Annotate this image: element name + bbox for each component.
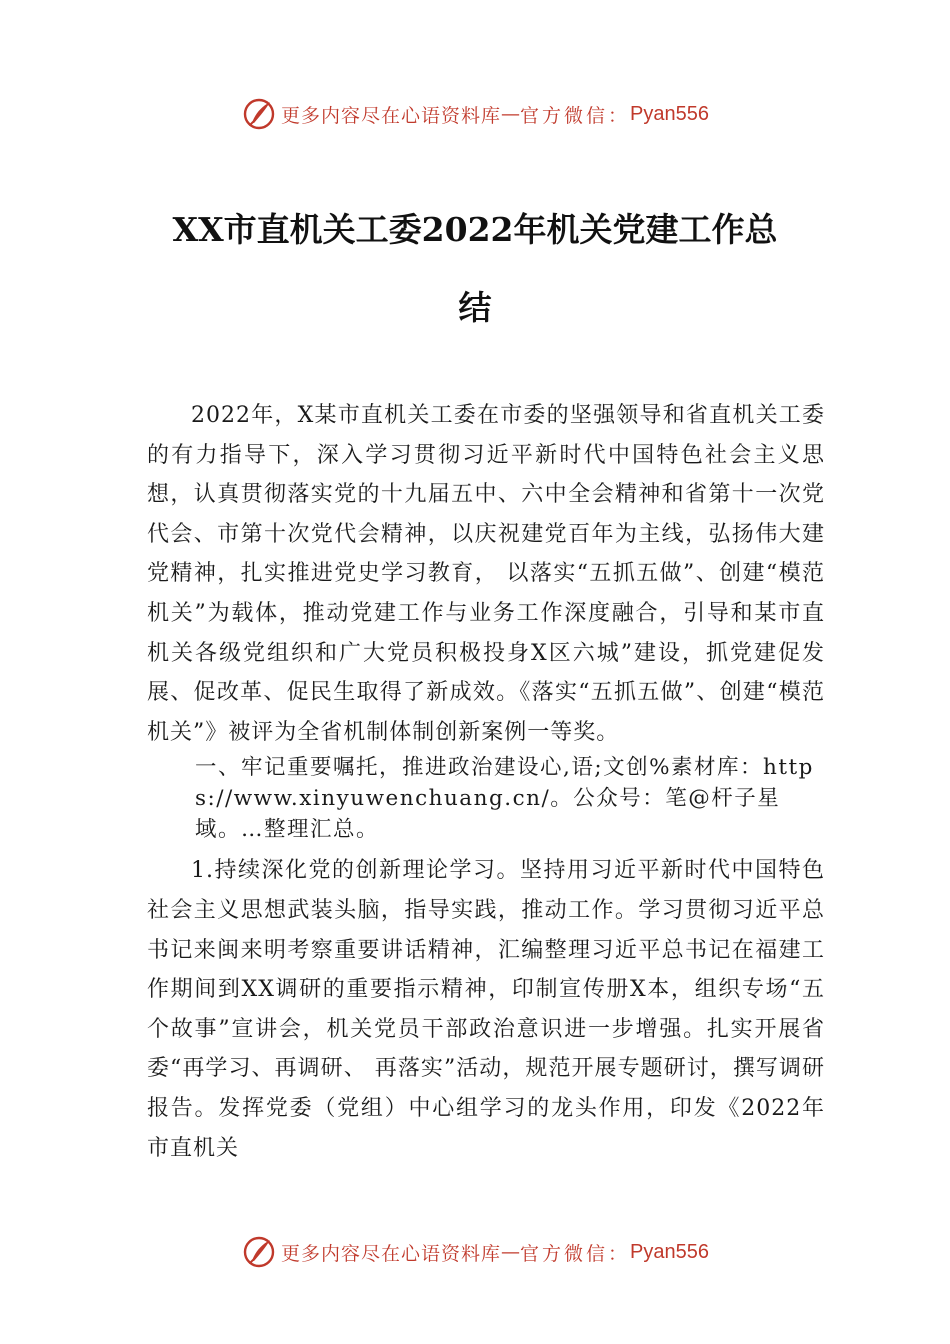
document-body: [147, 396, 825, 1168]
body-paragraph: 1.持续深化党的创新理论学习。坚持用习近平新时代中国特色社会主义思想武装头脑，指导实践，推动工作。学习贯彻习近平总书记来闽来明考察重要讲话精神，汇编整理习近平总书记在福建工作期间到XX调研的重要指示精神，印制宣传册X本，组织专场“五个故事”宣讲会，机关党员干部政治意识进一步增强。扎实开展省委“再学习、再调研、 再落实”活动，规范开展专题研讨，撰写调研报告。发挥党委（党组）中心组学习的龙头作用，印发《2022年市直机关: [147, 858, 825, 1161]
wechat-label: 官方微信：: [520, 1242, 631, 1265]
document-title-line1: XX市直机关工委2022年机关党建工作总: [172, 210, 778, 249]
watermark-dash: —: [501, 1241, 521, 1263]
wechat-id: Pyan556: [630, 102, 709, 125]
watermark-banner-bottom: [0, 1232, 950, 1272]
quill-logo-icon: [241, 1234, 277, 1270]
wechat-id: Pyan556: [630, 1240, 709, 1263]
intro-paragraph: 2022年，X某市直机关工委在市委的坚强领导和省直机关工委的有力指导下，深入学习贯彻习近平新时代中国特色社会主义思想，认真贯彻落实党的十九届五中、六中全会精神和省第十一次党代会、市第十次党代会精神，以庆祝建党百年为主线，弘扬伟大建党精神，扎实推进党史学习教育， 以落实“五抓五做”、创建“模范机关”为载体，推动党建工作与业务工作深度融合，引导和某市直机关各级党组织和广大党员积极投身X区六城”建设，抓党建促发展、促改革、促民生取得了新成效。《落实“五抓五做”、创建“模范机关”》被评为全省机制体制创新案例一等奖。: [147, 403, 825, 745]
watermark-dash: —: [501, 103, 521, 125]
watermark-banner-top: [0, 94, 950, 134]
document-title-line2: 结: [458, 288, 492, 327]
watermark-text: 更多内容尽在心语资料库: [281, 104, 502, 127]
quill-logo-icon: [241, 96, 277, 132]
watermark-text: 更多内容尽在心语资料库: [281, 1242, 502, 1265]
wechat-label: 官方微信：: [520, 104, 631, 127]
section-heading: 一、牢记重要嘱托，推进政治建设心,语;文创%素材库：https://www.xinyuwenchuang.cn/。公众号：笔@杆子星域。…整理汇总。: [195, 755, 814, 843]
